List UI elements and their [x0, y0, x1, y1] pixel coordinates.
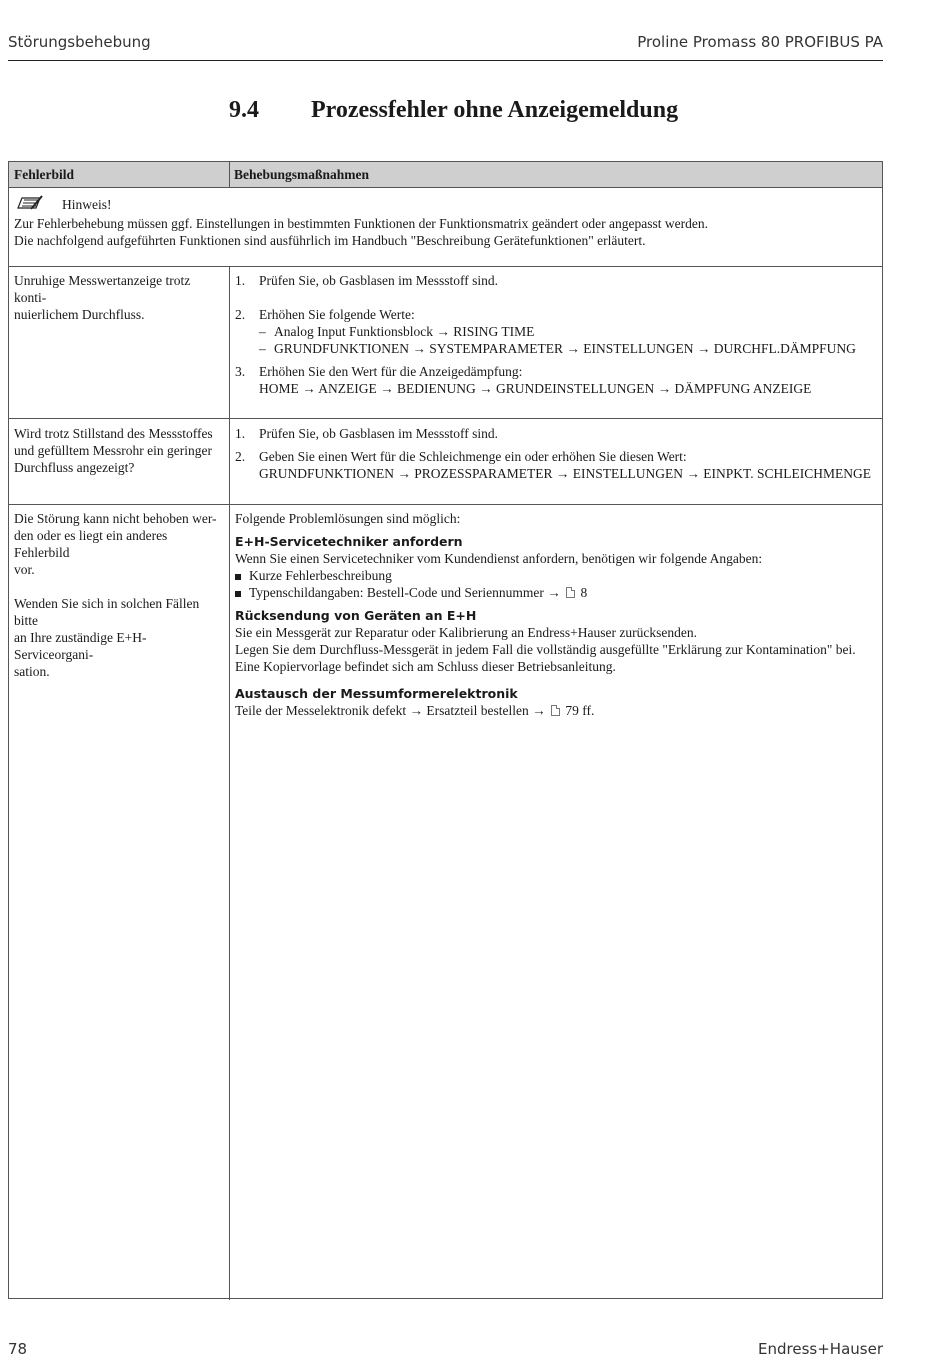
- paragraph: Teile der Messelektronik defekt → Ersatzteil bestellen →: [235, 703, 546, 718]
- pencil-note-icon: [14, 194, 62, 215]
- intro-text: Folgende Problemlösungen sind möglich:: [235, 511, 461, 526]
- paragraph: Eine Kopiervorlage befindet sich am Schluss dieser Betriebsanleitung.: [235, 659, 616, 674]
- section-title: Prozessfehler ohne Anzeigemeldung: [311, 97, 679, 123]
- paragraph: Legen Sie dem Durchfluss-Messgerät in jedem Fall die vollständig ausgefüllte "Erklärung zur Kontamination" bei.: [235, 642, 856, 657]
- table-header-row: [9, 162, 882, 188]
- bullet-item: [235, 567, 875, 584]
- problem-line: Wird trotz Stillstand des Messstoffes: [14, 426, 213, 441]
- row-divider: [9, 504, 882, 505]
- note-label: Hinweis!: [62, 197, 112, 212]
- problem-line: Unruhige Messwertanzeige trotz konti-: [14, 273, 191, 305]
- row-3-solution: [235, 510, 875, 719]
- problem-line: sation.: [14, 664, 50, 679]
- note-line-1: Zur Fehlerbehebung müssen ggf. Einstellungen in bestimmten Funktionen der Funktionsmatrix geändert oder angepasst werden.: [14, 216, 708, 231]
- menu-path: GRUNDFUNKTIONEN → PROZESSPARAMETER → EINSTELLUNGEN → EINPKT. SCHLEICHMENGE: [259, 466, 872, 481]
- row-divider: [9, 418, 882, 419]
- paragraph: Sie ein Messgerät zur Reparatur oder Kalibrierung an Endress+Hauser zurücksenden.: [235, 625, 697, 640]
- row-1-solution: [235, 272, 875, 397]
- subheading-electronics: Austausch der Messumformerelektronik: [235, 686, 518, 701]
- bullet-text: Typenschildangaben: Bestell-Code und Seriennummer →: [249, 585, 561, 600]
- running-header-product: Proline Promass 80 PROFIBUS PA: [637, 33, 883, 51]
- page-reference-icon: [566, 587, 575, 598]
- row-2-solution: [235, 425, 875, 482]
- list-number: 2.: [235, 307, 246, 322]
- dash-text: GRUNDFUNKTIONEN → SYSTEMPARAMETER → EINSTELLUNGEN → DURCHFL.DÄMPFUNG: [274, 341, 856, 356]
- note-hint: [14, 194, 874, 215]
- row-1-problem: [14, 272, 224, 323]
- header-rule: [8, 60, 883, 61]
- bullet-item: [235, 584, 875, 601]
- page-reference-icon: [551, 705, 560, 716]
- row-3-problem: [14, 510, 224, 680]
- dash-item: – GRUNDFUNKTIONEN → SYSTEMPARAMETER → EINSTELLUNGEN → DURCHFL.DÄMPFUNG: [259, 341, 856, 356]
- column-header-behebung: Behebungsmaßnahmen: [234, 167, 370, 182]
- section-number: 9.4: [229, 97, 259, 123]
- list-number: 1.: [235, 426, 246, 441]
- problem-line: nuierlichem Durchfluss.: [14, 307, 145, 322]
- list-number: 3.: [235, 364, 246, 379]
- problem-line: Die Störung kann nicht behoben wer-: [14, 511, 217, 526]
- list-item: [235, 425, 875, 442]
- problem-line: an Ihre zuständige E+H-Serviceorgani-: [14, 630, 147, 662]
- troubleshooting-table: [8, 161, 883, 1299]
- note-block: [14, 194, 874, 249]
- list-item: [235, 306, 875, 323]
- dash-text: Analog Input Funktionsblock → RISING TIME: [274, 324, 535, 339]
- note-line-2: Die nachfolgend aufgeführten Funktionen sind ausführlich im Handbuch "Beschreibung Gerätefunktionen" erläutert.: [14, 233, 646, 248]
- problem-line: Wenden Sie sich in solchen Fällen bitte: [14, 596, 200, 628]
- list-text: Erhöhen Sie folgende Werte:: [259, 307, 415, 322]
- problem-line: und gefülltem Messrohr ein geringer: [14, 443, 212, 458]
- row-divider: [9, 266, 882, 267]
- list-item: [235, 363, 875, 380]
- footer-brand: Endress+Hauser: [758, 1340, 883, 1358]
- column-divider: [229, 162, 230, 188]
- page-reference[interactable]: 8: [580, 585, 588, 600]
- subheading-service: E+H-Servicetechniker anfordern: [235, 534, 463, 549]
- row-2-problem: [14, 425, 224, 476]
- running-header-chapter: Störungsbehebung: [8, 33, 151, 51]
- list-number: 2.: [235, 449, 246, 464]
- paragraph: Wenn Sie einen Servicetechniker vom Kundendienst anfordern, benötigen wir folgende Angaben:: [235, 551, 763, 566]
- list-text: Erhöhen Sie den Wert für die Anzeigedämpfung:: [259, 364, 523, 379]
- section-heading: [229, 97, 678, 124]
- list-text: Geben Sie einen Wert für die Schleichmenge ein oder erhöhen Sie diesen Wert:: [259, 449, 687, 464]
- problem-line: vor.: [14, 562, 35, 577]
- page-number: 78: [8, 1340, 28, 1358]
- list-text: Prüfen Sie, ob Gasblasen im Messstoff sind.: [259, 426, 498, 441]
- list-number: 1.: [235, 273, 246, 288]
- page-reference[interactable]: 79 ff.: [565, 703, 595, 718]
- list-item: [235, 272, 875, 289]
- menu-path: HOME → ANZEIGE → BEDIENUNG → GRUNDEINSTELLUNGEN → DÄMPFUNG ANZEIGE: [259, 381, 812, 396]
- subheading-return: Rücksendung von Geräten an E+H: [235, 608, 477, 623]
- list-item: [235, 448, 875, 465]
- column-divider: [229, 266, 230, 1300]
- bullet-text: Kurze Fehlerbeschreibung: [249, 568, 392, 583]
- dash-item: – Analog Input Funktionsblock → RISING TIME: [259, 324, 535, 339]
- problem-line: Durchfluss angezeigt?: [14, 460, 135, 475]
- problem-line: den oder es liegt ein anderes Fehlerbild: [14, 528, 168, 560]
- list-text: Prüfen Sie, ob Gasblasen im Messstoff sind.: [259, 273, 498, 288]
- column-header-fehlerbild: Fehlerbild: [14, 167, 74, 182]
